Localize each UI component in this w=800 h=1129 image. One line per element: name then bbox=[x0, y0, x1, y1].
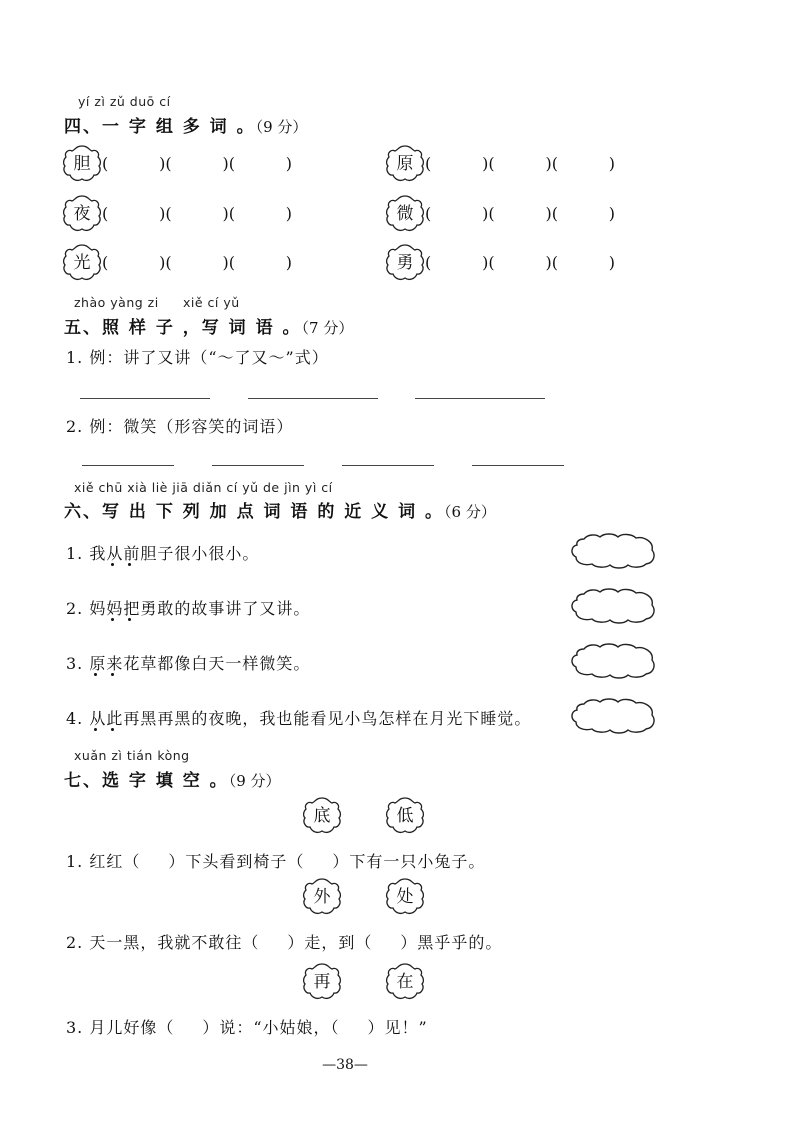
s4-title-text: 四、一 字 组 多 词 。 bbox=[64, 117, 256, 137]
emphasis-dot bbox=[111, 728, 114, 731]
answer-cloud[interactable] bbox=[570, 588, 656, 624]
char-box-yong: 勇 bbox=[385, 243, 425, 283]
s7-sentence-2: 2. 天一黑，我就不敢往（ ）走，到（ ）黑乎乎的。 bbox=[66, 933, 503, 952]
s7-sentence-1: 1. 红红（ ）下头看到椅子（ ）下有一只小兔子。 bbox=[66, 852, 486, 871]
char-box-dan: 胆 bbox=[62, 144, 102, 184]
blank-row[interactable]: ( )( )( ) bbox=[425, 154, 616, 173]
s6-points: （6 分） bbox=[444, 503, 496, 521]
emphasis-dot bbox=[111, 618, 114, 621]
answer-line[interactable] bbox=[415, 398, 545, 399]
s4-pinyin: yí zì zǔ duō cí bbox=[78, 94, 171, 109]
s5-points: （7 分） bbox=[301, 319, 354, 337]
emphasis-dot bbox=[111, 673, 114, 676]
s5-item-2: 2. 例：微笑（形容笑的词语） bbox=[66, 417, 294, 436]
blank-row[interactable]: ( )( )( ) bbox=[102, 204, 293, 223]
s7-sentence-3: 3. 月儿好像（ ）说：“小姑娘，（ ）见！” bbox=[66, 1018, 428, 1037]
choice-char: 处 bbox=[385, 877, 425, 917]
s5-item-1: 1. 例：讲了又讲（“～了又～”式） bbox=[66, 348, 329, 367]
s5-pinyin-b: xiě cí yǔ bbox=[183, 295, 240, 310]
choice-char: 再 bbox=[302, 962, 342, 1002]
page-number: —38— bbox=[322, 1057, 368, 1073]
choice-char: 外 bbox=[302, 877, 342, 917]
answer-line[interactable] bbox=[342, 465, 434, 466]
choice-char: 低 bbox=[385, 796, 425, 836]
s7-title-text: 七、选 字 填 空 。 bbox=[64, 771, 229, 791]
s7-pinyin: xuǎn zì tián kòng bbox=[74, 748, 190, 763]
s6-item-4: 4. 从此再黑再黑的夜晚，我也能看见小鸟怎样在月光下睡觉。 bbox=[66, 709, 532, 728]
answer-cloud[interactable] bbox=[570, 698, 656, 734]
char-box-wei: 微 bbox=[385, 194, 425, 234]
s6-item-2: 2. 妈妈把勇敢的故事讲了又讲。 bbox=[66, 599, 311, 618]
choice-char: 底 bbox=[302, 796, 342, 836]
s6-item-1: 1. 我从前胆子很小很小。 bbox=[66, 544, 260, 563]
s7-title bbox=[64, 766, 281, 791]
s4-points: （9 分） bbox=[255, 118, 308, 136]
s6-pinyin: xiě chū xià liè jiā diǎn cí yǔ de jìn yì cí bbox=[74, 480, 333, 495]
s4-title bbox=[64, 112, 307, 137]
answer-line[interactable] bbox=[82, 465, 174, 466]
s6-title-text: 六、写 出 下 列 加 点 词 语 的 近 义 词 。 bbox=[64, 502, 445, 522]
answer-line[interactable] bbox=[472, 465, 564, 466]
char-box-guang: 光 bbox=[62, 243, 102, 283]
blank-row[interactable]: ( )( )( ) bbox=[425, 204, 616, 223]
s6-title bbox=[64, 497, 496, 522]
choice-char: 在 bbox=[385, 962, 425, 1002]
blank-row[interactable]: ( )( )( ) bbox=[102, 154, 293, 173]
s5-pinyin-a: zhào yàng zi bbox=[74, 295, 159, 310]
emphasis-dot bbox=[128, 618, 131, 621]
emphasis-dot bbox=[111, 563, 114, 566]
answer-cloud[interactable] bbox=[570, 533, 656, 569]
s7-points: （9 分） bbox=[228, 772, 281, 790]
emphasis-dot bbox=[94, 673, 97, 676]
blank-row[interactable]: ( )( )( ) bbox=[425, 253, 616, 272]
emphasis-dot bbox=[128, 563, 131, 566]
answer-cloud[interactable] bbox=[570, 643, 656, 679]
char-box-ye: 夜 bbox=[62, 194, 102, 234]
answer-line[interactable] bbox=[248, 398, 378, 399]
s5-title bbox=[64, 313, 353, 338]
s6-item-3: 3. 原来花草都像白天一样微笑。 bbox=[66, 654, 311, 673]
answer-line[interactable] bbox=[212, 465, 304, 466]
blank-row[interactable]: ( )( )( ) bbox=[102, 253, 293, 272]
char-box-yuan: 原 bbox=[385, 144, 425, 184]
answer-line[interactable] bbox=[80, 398, 210, 399]
emphasis-dot bbox=[94, 728, 97, 731]
s5-title-text: 五、照 样 子 ，写 词 语 。 bbox=[64, 318, 302, 338]
